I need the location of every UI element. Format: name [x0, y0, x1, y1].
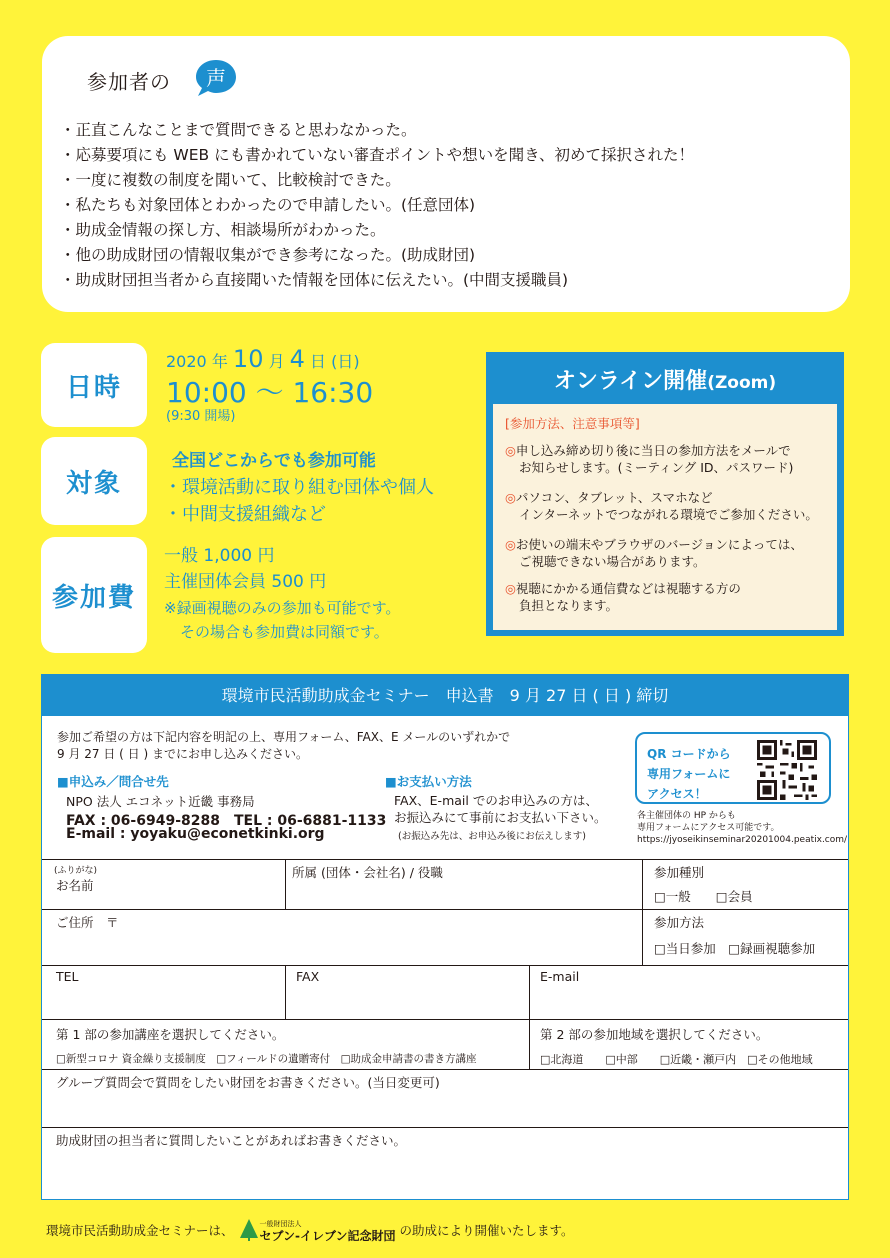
affiliation-field[interactable]: 所属 (団体・会社名) / 役職: [292, 865, 443, 880]
table-divider: [42, 1069, 848, 1070]
bullet-icon: ◎: [505, 581, 516, 596]
voice-item: ・正直こんなことまで質問できると思わなかった。: [60, 121, 417, 139]
qr-note: [637, 810, 847, 846]
event-date: [166, 345, 360, 373]
contact-email[interactable]: E-mail : yoyaku@econetkinki.org: [66, 826, 325, 842]
qr-line: QR コードから: [647, 747, 731, 761]
online-note-line: 申し込み締め切り後に当日の参加方法をメールで: [515, 443, 791, 458]
bullet-icon: ◎: [505, 443, 516, 458]
form-header: 環境市民活動助成金セミナー 申込書 9 月 27 日 ( 日 ) 締切: [42, 675, 848, 716]
bullet-icon: ◎: [505, 490, 516, 505]
voice-item: ・助成財団担当者から直接聞いた情報を団体に伝えたい。(中間支援職員): [60, 271, 569, 289]
table-divider: [42, 965, 848, 966]
sponsor-title: セブン‐イレブン記念財団: [259, 1229, 396, 1243]
furigana-label: (ふりがな): [54, 866, 98, 876]
bullet-icon: ◎: [505, 537, 516, 552]
footer: [46, 1218, 574, 1242]
online-info-panel: [486, 352, 844, 636]
event-time: 10:00 〜 16:30: [166, 376, 374, 409]
fee-label: 参加費: [41, 537, 147, 653]
qr-code[interactable]: [757, 740, 817, 800]
fee-note: その場合も参加費は同額です。: [180, 623, 389, 641]
qr-url[interactable]: https://jyoseikinseminar20201004.peatix.com/: [637, 835, 848, 845]
payment-line: お振込みにて事前にお支払い下さい。: [394, 810, 607, 825]
table-divider: [42, 859, 848, 860]
participation-type-label: 参加種別: [654, 865, 705, 880]
contact-phone-fax: FAX : 06-6949-8288 TEL : 06-6881-1133: [66, 813, 387, 829]
fee-note: ※録画視聴のみの参加も可能です。: [164, 599, 401, 617]
online-note: [505, 489, 818, 523]
contact-question-field[interactable]: 助成財団の担当者に質問したいことがあればお書きください。: [56, 1133, 407, 1148]
online-note: [505, 580, 741, 614]
voices-title-emph: 声: [206, 66, 226, 90]
form-intro-line: 9 月 27 日 ( 日 ) までにお申し込みください。: [57, 747, 308, 761]
online-note: [505, 442, 793, 476]
part1-label: 第 1 部の参加講座を選択してください。: [56, 1027, 285, 1042]
form-intro-line: 参加ご希望の方は下記内容を明記の上、専用フォーム、FAX、E メールのいずれかで: [57, 730, 511, 744]
sponsor-type: 一般財団法人: [259, 1220, 302, 1228]
qr-section: [631, 732, 848, 849]
online-notes: [493, 404, 837, 630]
footer-suffix: の助成により開催いたします。: [399, 1223, 574, 1238]
target-label: 対象: [41, 437, 147, 525]
qr-note-line: 専用フォームにアクセス可能です。: [637, 823, 780, 833]
fax-field[interactable]: FAX: [296, 969, 320, 984]
target-item: ・環境活動に取り組む団体や個人: [164, 477, 434, 498]
part2-label: 第 2 部の参加地域を選択してください。: [540, 1027, 769, 1042]
payment-heading: ■お支払い方法: [385, 774, 472, 789]
form-intro: [57, 729, 510, 763]
date-year: 2020: [166, 352, 207, 371]
table-divider: [42, 1019, 848, 1020]
payment-line: FAX、E-mail でのお申込みの方は、: [394, 793, 598, 808]
name-field[interactable]: お名前: [56, 878, 94, 893]
sponsor-logo: [238, 1218, 396, 1242]
date-weekday: (日): [331, 352, 360, 371]
online-note-line: 負担となります。: [519, 598, 619, 613]
email-field[interactable]: E-mail: [540, 969, 580, 984]
online-note-line: ご視聴できない場合があります。: [519, 554, 706, 569]
voice-list: [60, 118, 694, 293]
datetime-label: 日時: [41, 343, 147, 427]
contact-heading: ■申込み／問合せ先: [57, 774, 169, 789]
voice-item: ・一度に複数の制度を聞いて、比較検討できた。: [60, 171, 401, 189]
table-divider: [529, 965, 530, 1069]
target-list: [164, 474, 434, 528]
date-month-unit: 月: [268, 352, 285, 371]
voices-title-text: 参加者の: [87, 70, 171, 94]
target-item: ・中間支援組織など: [164, 504, 326, 525]
voices-panel: [42, 36, 850, 312]
qr-line: 専用フォームに: [647, 767, 731, 781]
date-month: 10: [232, 345, 264, 373]
table-divider: [642, 859, 643, 965]
voice-item: ・他の助成財団の情報収集ができ参考になった。(助成財団): [60, 246, 476, 264]
qr-note-line: 各主催団体の HP からも: [637, 811, 736, 821]
part2-options[interactable]: □北海道 □中部 □近畿・瀬戸内 □その他地域: [540, 1053, 813, 1066]
online-title-text: オンライン開催: [553, 369, 708, 394]
door-open-time: (9:30 開場): [166, 409, 236, 424]
voice-item: ・応募要項にも WEB にも書かれていない審査ポイントや想いを聞き、初めて採択された！: [60, 146, 694, 164]
address-field[interactable]: ご住所 〒: [56, 915, 119, 930]
online-note-line: インターネットでつながれる環境でご参加ください。: [519, 507, 818, 522]
voices-title: [87, 66, 171, 95]
payment-note: (お振込み先は、お申込み後にお伝えします): [398, 831, 586, 842]
part1-options[interactable]: □新型コロナ 資金繰り支援制度 □フィールドの遺贈寄付 □助成金申請書の書き方講座: [56, 1053, 477, 1065]
group-question-field[interactable]: グループ質問会で質問をしたい財団をお書きください。(当日変更可): [56, 1075, 440, 1090]
payment-text: [394, 792, 607, 826]
date-day: 4: [289, 345, 305, 373]
footer-prefix: 環境市民活動助成金セミナーは、: [46, 1223, 234, 1238]
qr-callout-text: [647, 744, 731, 804]
tel-field[interactable]: TEL: [56, 969, 79, 984]
target-headline: 全国どこからでも参加可能: [172, 451, 376, 471]
contact-org: NPO 法人 エコネット近畿 事務局: [66, 794, 255, 809]
date-year-unit: 年: [211, 352, 228, 371]
speech-bubble-icon: [194, 58, 238, 98]
table-divider: [285, 859, 286, 909]
participation-method-label: 参加方法: [654, 915, 705, 930]
fee-member: 主催団体会員 500 円: [164, 572, 327, 592]
application-form: [41, 674, 849, 1200]
qr-callout: [635, 732, 831, 804]
online-title: [486, 364, 844, 395]
participation-type-options[interactable]: □一般 □会員: [654, 889, 753, 904]
fee-general: 一般 1,000 円: [164, 546, 275, 566]
online-note-line: お知らせします。(ミーティング ID、パスワード): [519, 460, 794, 475]
online-note: [505, 536, 803, 570]
online-note-line: お使いの端末やブラウザのバージョンによっては、: [515, 537, 803, 552]
online-title-suffix: (Zoom): [707, 373, 777, 393]
online-note-line: 視聴にかかる通信費などは視聴する方の: [515, 581, 741, 596]
online-note-line: パソコン、タブレット、スマホなど: [515, 490, 713, 505]
sponsor-name: [260, 1218, 396, 1242]
voice-item: ・私たちも対象団体とわかったので申請したい。(任意団体): [60, 196, 476, 214]
participation-method-options[interactable]: □当日参加 □録画視聴参加: [654, 941, 816, 956]
tree-icon: [238, 1218, 260, 1242]
table-divider: [285, 965, 286, 1019]
table-divider: [42, 1127, 848, 1128]
online-notes-heading: [参加方法、注意事項等]: [505, 416, 640, 431]
voice-item: ・助成金情報の探し方、相談場所がわかった。: [60, 221, 386, 239]
date-day-unit: 日: [310, 352, 327, 371]
qr-line: アクセス！: [647, 787, 707, 801]
table-divider: [42, 909, 848, 910]
